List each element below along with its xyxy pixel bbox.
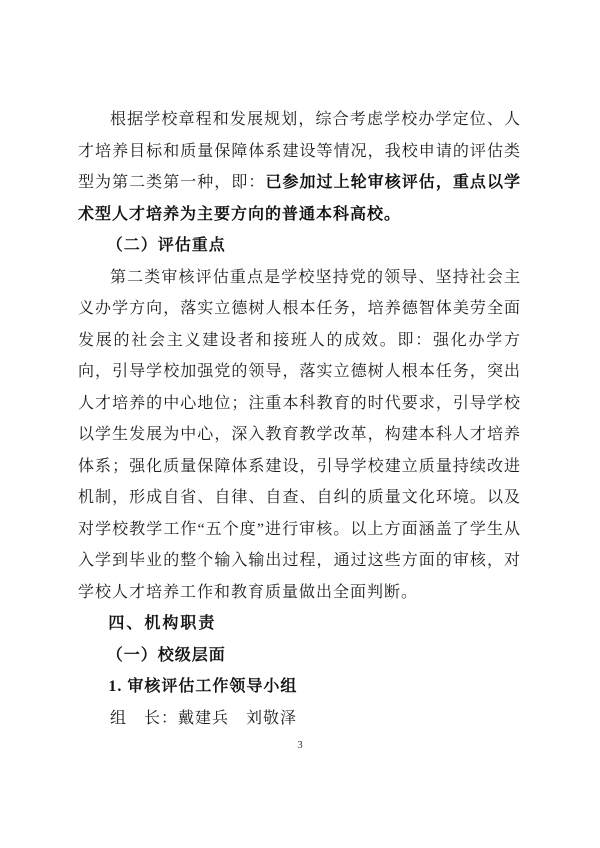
page-number: 3	[297, 739, 303, 751]
heading-leading-group: 1. 审核评估工作领导小组	[108, 678, 298, 695]
paragraph-evaluation-type	[78, 104, 521, 230]
heading-organization-duties: 四、机构职责	[108, 615, 217, 632]
heading-evaluation-focus: （二）评估重点	[106, 237, 226, 254]
evaluation-type-bold-text: 已参加过上轮审核评估，重点以学术型人才培养为主要方向的普通本科高校。	[78, 174, 521, 223]
document-body	[78, 104, 521, 734]
heading-school-level: （一）校级层面	[106, 646, 226, 664]
evaluation-type-normal-text: 根据学校章程和发展规划，综合考虑学校办学定位、人才培养目标和质量保障体系建设等情况，我校申请的评估类型为第二类第一种，即：	[78, 111, 521, 191]
paragraph-evaluation-focus: 第二类审核评估重点是学校坚持党的领导、坚持社会主义办学方向，落实立德树人根本任务，培养德智体美劳全面发展的社会主义建设者和接班人的成效。即：强化办学方向，引导学校加强党的领导，落实立德树人根本任务，突出人才培养的中心地位；注重本科教育的时代要求，引导学校以学生发展为中心，深入教育教学改革，构建本科人才培养体系；强化质量保障体系建设，引导学校建立质量持续改进机制，形成自省、自律、自查、自纠的质量文化环境。以及对学校教学工作“五个度”进行审核。以上方面涵盖了学生从入学到毕业的整个输入输出过程，通过这些方面的审核，对学校人才培养工作和教育质量做出全面判断。	[78, 268, 521, 601]
leading-group-members-line: 组 长：戴建兵 刘敬泽	[110, 709, 298, 727]
